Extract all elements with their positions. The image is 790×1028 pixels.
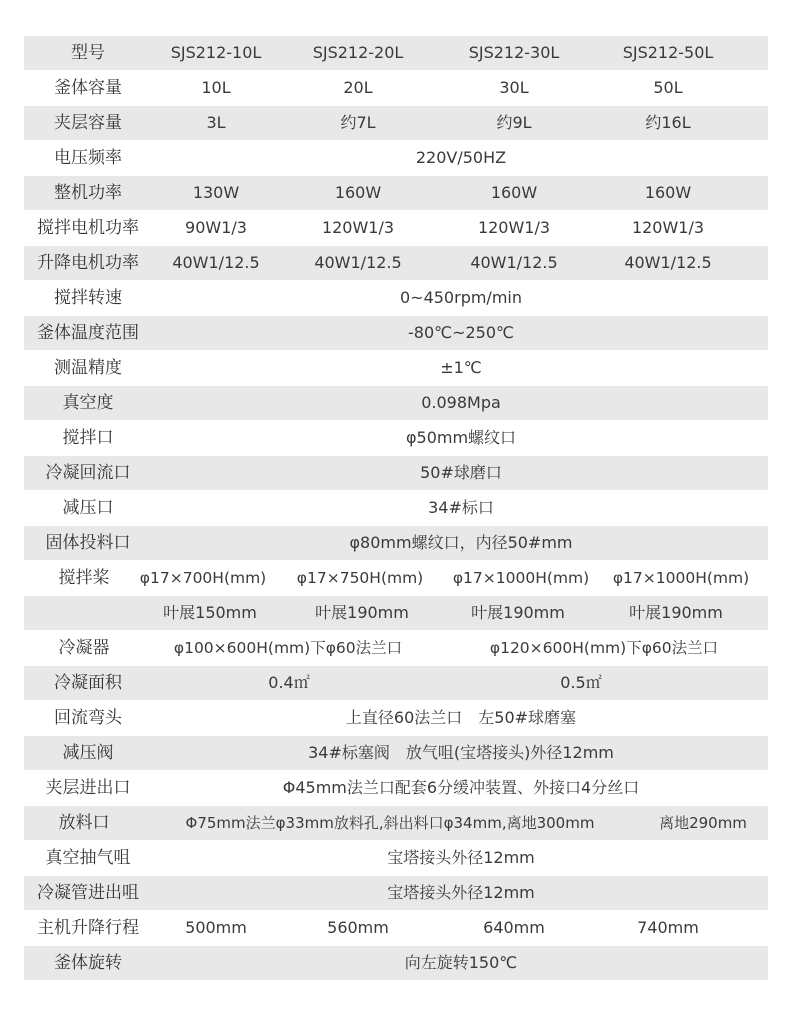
row-label: 测温精度 bbox=[54, 358, 122, 378]
table-row bbox=[24, 561, 768, 596]
row-label: 升降电机功率 bbox=[37, 253, 139, 273]
table-row bbox=[24, 876, 768, 911]
cell: 30L bbox=[499, 78, 529, 97]
cell: 40W1/12.5 bbox=[470, 253, 558, 272]
cell: 10L bbox=[201, 78, 231, 97]
cell: 40W1/12.5 bbox=[172, 253, 260, 272]
cell: SJS212-20L bbox=[312, 43, 404, 62]
cell: 向左旋转150℃ bbox=[404, 953, 518, 972]
table-row bbox=[24, 211, 768, 246]
cell: 约16L bbox=[645, 113, 691, 132]
table-row bbox=[24, 316, 768, 351]
cell: 640mm bbox=[483, 918, 545, 937]
table-row bbox=[24, 106, 768, 141]
row-label: 减压阀 bbox=[62, 743, 114, 763]
row-label: 搅拌桨 bbox=[58, 568, 110, 588]
cell: SJS212-50L bbox=[622, 43, 714, 62]
cell: 40W1/12.5 bbox=[314, 253, 402, 272]
cell: 50L bbox=[653, 78, 683, 97]
row-label: 电压频率 bbox=[54, 148, 122, 168]
cell: 34#标口 bbox=[428, 498, 494, 517]
cell: φ50mm螺纹口 bbox=[405, 428, 517, 447]
table-row bbox=[24, 141, 768, 176]
table-row bbox=[24, 246, 768, 281]
cell: 约7L bbox=[340, 113, 376, 132]
row-label: 整机功率 bbox=[54, 183, 122, 203]
cell: φ80mm螺纹口，内径50#mm bbox=[349, 533, 573, 552]
table-row bbox=[24, 281, 768, 316]
cell: 120W1/3 bbox=[477, 218, 551, 237]
table-row bbox=[24, 701, 768, 736]
cell: 90W1/3 bbox=[185, 218, 247, 237]
cell: Φ75mm法兰φ33mm放料孔,斜出料口φ34mm,离地300mm bbox=[185, 814, 595, 832]
cell: 560mm bbox=[327, 918, 389, 937]
cell: 20L bbox=[343, 78, 373, 97]
cell: SJS212-10L bbox=[170, 43, 262, 62]
cell: SJS212-30L bbox=[468, 43, 560, 62]
table-row bbox=[24, 806, 768, 841]
row-label: 搅拌口 bbox=[62, 428, 114, 448]
cell: 叶展150mm bbox=[163, 603, 257, 622]
row-label: 减压口 bbox=[62, 498, 114, 518]
table-row bbox=[24, 351, 768, 386]
cell: φ17×1000H(mm) bbox=[612, 569, 750, 587]
table-row bbox=[24, 596, 768, 631]
row-label: 冷凝器 bbox=[58, 638, 110, 658]
cell: 0~450rpm/min bbox=[399, 288, 522, 307]
row-label: 搅拌电机功率 bbox=[37, 218, 139, 238]
cell: 130W bbox=[192, 183, 240, 202]
table-row bbox=[24, 491, 768, 526]
row-label: 釜体温度范围 bbox=[37, 323, 139, 343]
cell: 上直径60法兰口 左50#球磨塞 bbox=[345, 708, 577, 727]
cell: 120W1/3 bbox=[321, 218, 395, 237]
row-label: 冷凝面积 bbox=[54, 673, 122, 693]
cell: Φ45mm法兰口配套6分缓冲装置、外接口4分丝口 bbox=[282, 778, 640, 797]
cell: φ17×700H(mm) bbox=[139, 569, 267, 587]
cell: 220V/50HZ bbox=[415, 148, 507, 167]
cell: 160W bbox=[644, 183, 692, 202]
table-row bbox=[24, 421, 768, 456]
cell: 3L bbox=[206, 113, 226, 132]
cell: 34#标塞阀 放气咀(宝塔接头)外径12mm bbox=[308, 743, 614, 762]
table-row bbox=[24, 666, 768, 701]
cell: ±1℃ bbox=[440, 358, 482, 377]
row-label: 搅拌转速 bbox=[54, 288, 122, 308]
cell: 宝塔接头外径12mm bbox=[387, 883, 535, 902]
cell: 宝塔接头外径12mm bbox=[387, 848, 535, 867]
cell: 740mm bbox=[637, 918, 699, 937]
row-label: 真空度 bbox=[62, 393, 114, 413]
table-row bbox=[24, 36, 768, 71]
cell: 500mm bbox=[185, 918, 247, 937]
table-row bbox=[24, 176, 768, 211]
cell: 160W bbox=[490, 183, 538, 202]
table-row bbox=[24, 631, 768, 666]
row-label: 回流弯头 bbox=[54, 708, 122, 728]
cell: 0.5㎡ bbox=[560, 673, 602, 692]
table-row bbox=[24, 841, 768, 876]
row-label: 釜体旋转 bbox=[54, 953, 122, 973]
row-label: 型号 bbox=[71, 43, 105, 63]
cell: 离地290mm bbox=[659, 814, 747, 832]
cell: φ17×750H(mm) bbox=[296, 569, 424, 587]
table-row bbox=[24, 386, 768, 421]
row-label: 夹层容量 bbox=[54, 113, 122, 133]
cell: 50#球磨口 bbox=[420, 463, 502, 482]
cell: -80℃~250℃ bbox=[407, 323, 514, 342]
cell: 0.4㎡ bbox=[268, 673, 310, 692]
table-row bbox=[24, 946, 768, 981]
cell: 40W1/12.5 bbox=[624, 253, 712, 272]
spec-table bbox=[24, 36, 768, 981]
cell: 160W bbox=[334, 183, 382, 202]
row-label: 真空抽气咀 bbox=[45, 848, 131, 868]
cell: 约9L bbox=[496, 113, 532, 132]
table-row bbox=[24, 456, 768, 491]
cell: φ100×600H(mm)下φ60法兰口 bbox=[173, 639, 403, 657]
table-row bbox=[24, 71, 768, 106]
row-label: 放料口 bbox=[58, 813, 110, 833]
row-label: 釜体容量 bbox=[54, 78, 122, 98]
cell: φ120×600H(mm)下φ60法兰口 bbox=[489, 639, 719, 657]
cell: 叶展190mm bbox=[629, 603, 723, 622]
row-label: 主机升降行程 bbox=[37, 918, 139, 938]
cell: 120W1/3 bbox=[631, 218, 705, 237]
table-row bbox=[24, 771, 768, 806]
row-label: 夹层进出口 bbox=[45, 778, 131, 798]
table-row bbox=[24, 736, 768, 771]
cell: 0.098Mpa bbox=[421, 393, 501, 412]
row-label bbox=[24, 596, 152, 630]
row-label: 固体投料口 bbox=[45, 533, 131, 553]
cell: φ17×1000H(mm) bbox=[452, 569, 590, 587]
table-row bbox=[24, 911, 768, 946]
cell: 叶展190mm bbox=[315, 603, 409, 622]
cell: 叶展190mm bbox=[471, 603, 565, 622]
row-label: 冷凝管进出咀 bbox=[37, 883, 139, 903]
row-label: 冷凝回流口 bbox=[45, 463, 131, 483]
table-row bbox=[24, 526, 768, 561]
